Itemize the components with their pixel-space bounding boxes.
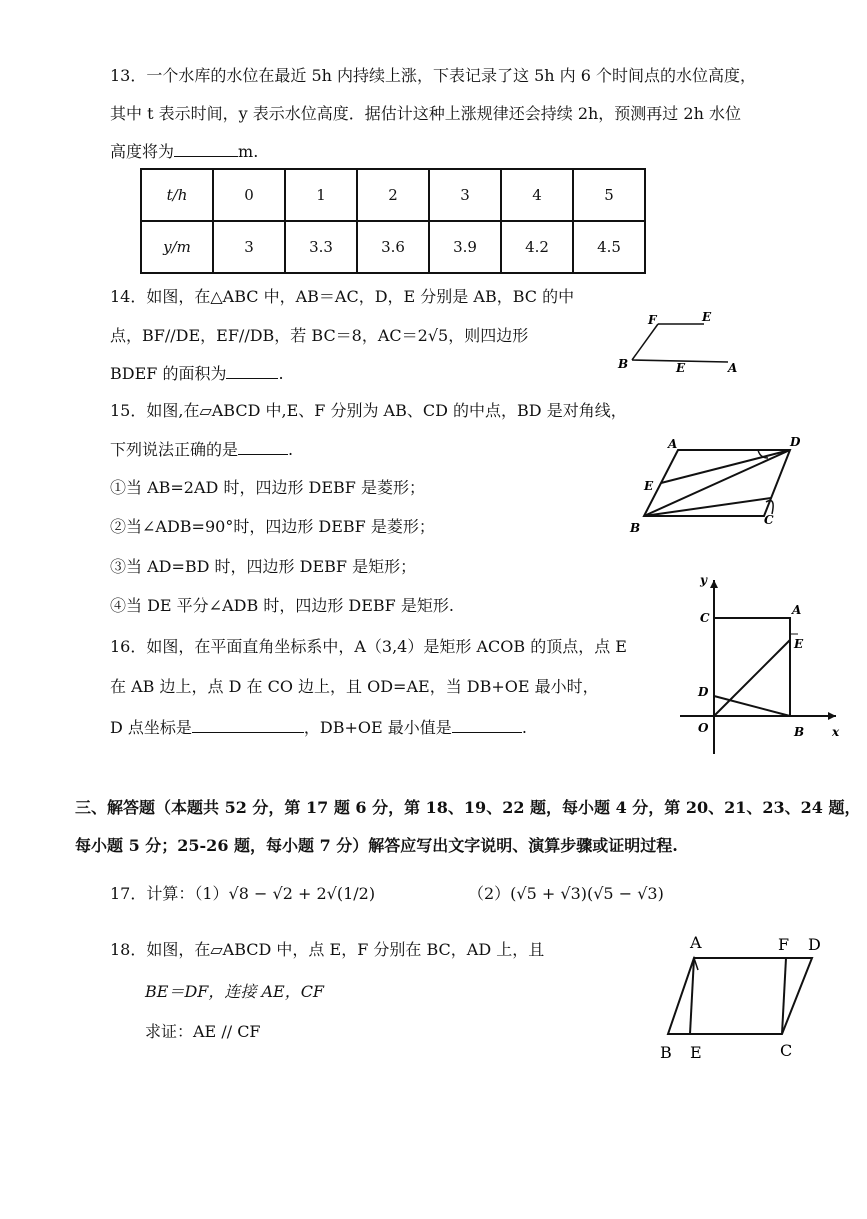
table-cell: 3.6 <box>357 221 429 273</box>
figure-label: A <box>690 933 702 952</box>
q18-line3: 求证：AE // CF <box>145 1022 261 1041</box>
figure-label: x <box>832 725 840 739</box>
q13-line1: 13．一个水库的水位在最近 5h 内持续上涨，下表记录了这 5h 内 6 个时间点的水位高度， <box>110 66 757 85</box>
figure-label: F <box>648 313 657 327</box>
q14-answer-blank[interactable] <box>226 378 278 379</box>
q17-part1: 17．计算：（1）√8 − √2 + 2√(1/2) <box>110 884 376 903</box>
table-cell: 3 <box>213 221 285 273</box>
figure-label: D <box>808 935 821 954</box>
q17-part2: （2）(√5 + √3)(√5 − √3) <box>468 884 664 903</box>
section3-header-line1: 三、解答题（本题共 52 分，第 17 题 6 分，第 18、19、22 题，每小题 4 分，第 20、21、23、24 题， <box>75 798 861 817</box>
table-cell: 4.5 <box>573 221 645 273</box>
figure-label: F <box>778 935 790 954</box>
q18-figure <box>650 930 840 1070</box>
figure-label: A <box>668 437 678 451</box>
q16-line3-c: . <box>521 718 527 737</box>
section3-header-line2: 每小题 5 分；25-26 题，每小题 7 分）解答应写出文字说明、演算步骤或证明过程. <box>75 836 678 855</box>
figure-label: O <box>698 721 709 735</box>
table-row-label: t/h <box>141 169 213 221</box>
q13-line3-pre: 高度将为 <box>110 142 175 161</box>
figure-label: E <box>794 637 804 651</box>
figure-label: E <box>702 310 712 324</box>
figure-label: B <box>660 1043 672 1062</box>
figure-label: C <box>700 611 710 625</box>
figure-label: A <box>792 603 802 617</box>
q15-answer-blank[interactable] <box>238 454 288 455</box>
figure-label: B <box>618 357 629 371</box>
q16-line3-b: ，DB+OE 最小值是 <box>303 718 452 737</box>
q14-line3 <box>110 364 284 384</box>
figure-label: C <box>780 1041 793 1060</box>
q14-line3-post: . <box>278 364 284 383</box>
q18-line1: 18．如图，在▱ABCD 中，点 E，F 分别在 BC，AD 上，且 <box>110 940 545 959</box>
q16-figure <box>680 570 850 760</box>
table-cell: 3.3 <box>285 221 357 273</box>
table-row <box>141 169 645 221</box>
q15-figure <box>630 432 820 542</box>
q13-line3 <box>110 142 258 162</box>
figure-label: B <box>630 521 641 535</box>
q15-option-3: ③当 AD=BD 时，四边形 DEBF 是矩形； <box>110 557 417 576</box>
q15-line2 <box>110 440 293 460</box>
q16-line1: 16．如图，在平面直角坐标系中，A（3,4）是矩形 ACOB 的顶点，点 E <box>110 637 627 656</box>
q16-line2: 在 AB 边上，点 D 在 CO 边上，且 OD=AE，当 DB+OE 最小时， <box>110 677 599 696</box>
table-cell: 3.9 <box>429 221 501 273</box>
q14-figure <box>610 310 750 380</box>
q15-line1: 15．如图,在▱ABCD 中,E、F 分别为 AB、CD 的中点，BD 是对角线， <box>110 401 627 420</box>
table-row-label: y/m <box>141 221 213 273</box>
figure-label: E <box>644 479 654 493</box>
figure-label: A <box>728 361 738 375</box>
q15-line2-post: . <box>288 440 294 459</box>
figure-label: E <box>690 1043 702 1062</box>
figure-label: D <box>698 685 709 699</box>
q15-line2-pre: 下列说法正确的是 <box>110 440 239 459</box>
q16-line3 <box>110 718 527 738</box>
q13-line3-post: m. <box>238 142 259 161</box>
table-row <box>141 221 645 273</box>
figure-label: B <box>794 725 805 739</box>
figure-label: y <box>700 573 707 587</box>
q14-line2: 点，BF//DE，EF//DB，若 BC＝8，AC＝2√5，则四边形 <box>110 326 529 345</box>
table-cell: 4.2 <box>501 221 573 273</box>
q14-line1: 14．如图，在△ABC 中，AB＝AC，D，E 分别是 AB，BC 的中 <box>110 287 575 306</box>
table-cell: 4 <box>501 169 573 221</box>
table-cell: 0 <box>213 169 285 221</box>
table-cell: 3 <box>429 169 501 221</box>
figure-label: D <box>790 435 801 449</box>
q15-option-4: ④当 DE 平分∠ADB 时，四边形 DEBF 是矩形. <box>110 596 454 615</box>
q13-answer-blank[interactable] <box>174 156 238 157</box>
q16-line3-a: D 点坐标是 <box>110 718 192 737</box>
q14-line3-pre: BDEF 的面积为 <box>110 364 227 383</box>
figure-label: C <box>764 513 774 527</box>
q15-option-2: ②当∠ADB=90°时，四边形 DEBF 是菱形； <box>110 517 435 536</box>
table-cell: 5 <box>573 169 645 221</box>
figure-label: E <box>676 361 686 375</box>
q15-option-1: ①当 AB=2AD 时，四边形 DEBF 是菱形； <box>110 478 425 497</box>
water-level-table <box>140 168 646 274</box>
table-cell: 2 <box>357 169 429 221</box>
q18-line2: BE＝DF，连接 AE，CF <box>145 982 325 1001</box>
table-cell: 1 <box>285 169 357 221</box>
q16-min-value-blank[interactable] <box>452 732 522 733</box>
q13-line2: 其中 t 表示时间，y 表示水位高度．据估计这种上涨规律还会持续 2h，预测再过 2h 水位 <box>110 104 741 123</box>
q16-d-coordinate-blank[interactable] <box>192 732 304 733</box>
